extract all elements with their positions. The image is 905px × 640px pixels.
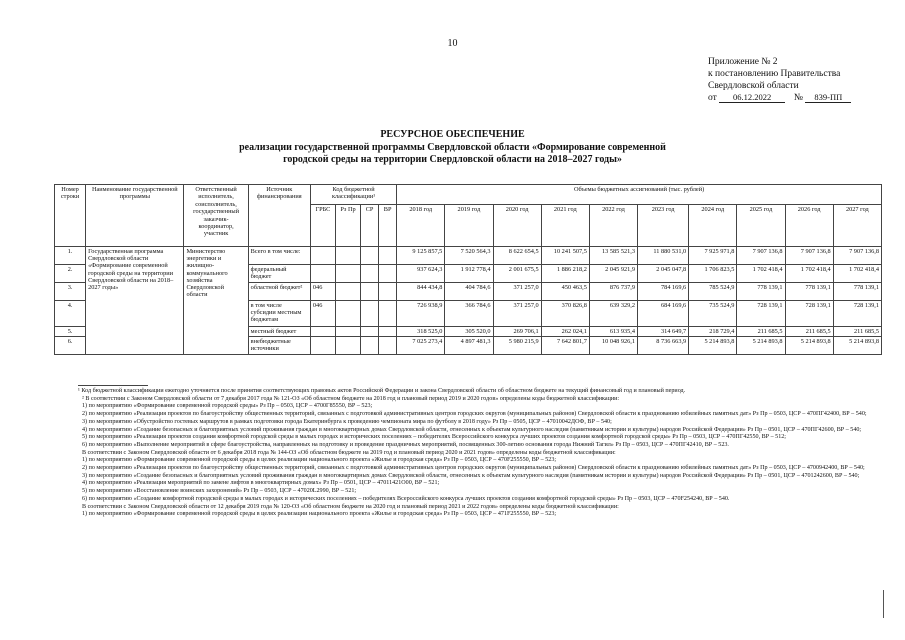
value-cell: 937 624,3 — [397, 265, 445, 283]
header-year: 2024 год — [689, 205, 737, 247]
source-cell: местный бюджет — [248, 327, 310, 337]
value-cell: 404 784,6 — [445, 283, 493, 301]
value-cell: 211 685,5 — [737, 327, 785, 337]
value-cell: 305 520,0 — [445, 327, 493, 337]
value-cell: 8 736 663,9 — [638, 337, 689, 355]
value-cell: 2 045 047,8 — [638, 265, 689, 283]
appendix-title: Приложение № 2 — [708, 57, 778, 67]
row-number: 2. — [55, 265, 86, 283]
grbs-cell — [310, 327, 335, 337]
appendix-line-2: к постановлению Правительства — [708, 69, 841, 79]
title-line-3: городской среды на территории Свердловской области на 2018–2027 годы» — [283, 154, 622, 165]
header-year: 2021 год — [541, 205, 589, 247]
footnote: ¹ Код бюджетной классификации ежегодно уточняется после принятия соответствующих правовых актов Российской Федерации и закона Свердловской области об областном бюджете на текущий финансовый год и плановый период. — [78, 388, 686, 394]
value-cell: 218 729,4 — [689, 327, 737, 337]
value-cell: 8 622 654,5 — [493, 247, 541, 265]
footnote: 5) по мероприятию «Восстановление воинских захоронений» Рз Пр – 0503, ЦСР – 47020L2990, ВР – 521; — [82, 488, 357, 495]
value-cell: 726 938,9 — [397, 301, 445, 327]
value-cell: 7 642 801,7 — [541, 337, 589, 355]
value-cell: 9 125 857,5 — [397, 247, 445, 265]
header-volumes: Объемы бюджетных ассигнований (тыс. рублей) — [397, 185, 882, 205]
footnote: 5) по мероприятию «Реализация проектов создания комфортной городской среды в малых городах и исторических поселениях – победителях Всероссийского конкурса лучших проектов создания комфортной городской среды» Рз Пр – 0503, ЦСР – 470ПГ42550, ВР – 512; — [82, 434, 787, 441]
value-cell: 5 214 893,8 — [785, 337, 833, 355]
appendix-date-line — [708, 92, 851, 104]
document-title — [0, 129, 905, 167]
row-number: 5. — [55, 327, 86, 337]
header-year: 2019 год — [445, 205, 493, 247]
footnote-separator — [78, 385, 148, 386]
footnote: 3) по мероприятию «Обустройство гостевых маршрутов в рамках подготовки города Екатеринбурга к проведению чемпионата мира по футболу в 2018 году» Рз Пр – 0505, ЦСР – 47010042ДОФ, ВР – 540; — [82, 418, 612, 425]
grbs-cell: 046 — [310, 301, 335, 327]
value-cell: 269 706,1 — [493, 327, 541, 337]
value-cell: 613 935,4 — [589, 327, 637, 337]
value-cell: 1 706 823,5 — [689, 265, 737, 283]
footnote: В соответствии с Законом Свердловской области от 6 декабря 2018 года № 144-ОЗ «Об областном бюджете на 2019 год и плановый период 2020 и 2021 годов» определены коды бюджетной классификации: — [82, 449, 616, 456]
grbs-cell — [310, 265, 335, 283]
header-executor: Ответственный исполнитель, соисполнитель, государственный заказчик-координатор, участник — [184, 185, 248, 247]
value-cell: 2 001 675,5 — [493, 265, 541, 283]
value-cell: 1 912 778,4 — [445, 265, 493, 283]
source-cell: в том числе субсидии местным бюджетам — [248, 301, 310, 327]
source-cell: областной бюджет² — [248, 283, 310, 301]
appendix-from-label: от — [708, 93, 717, 103]
footnote: 6) по мероприятию «Создание комфортной городской среды в малых городах и исторических поселениях – победителях Всероссийского конкурса лучших проектов создания комфортной городской среды» Рз Пр – 0503, ЦСР – 470F254240, ВР – 540. — [82, 495, 730, 502]
table-row — [55, 247, 882, 265]
grbs-cell — [310, 247, 335, 265]
value-cell: 728 139,1 — [785, 301, 833, 327]
header-year: 2025 год — [737, 205, 785, 247]
footnote: 1) по мероприятию «Формирование современной городской среды» Рз Пр – 0503, ЦСР – 4700Г85550, ВР – 523; — [82, 403, 373, 410]
row-number: 1. — [55, 247, 86, 265]
value-cell: 778 139,1 — [833, 283, 881, 301]
value-cell: 366 784,6 — [445, 301, 493, 327]
value-cell: 785 524,9 — [689, 283, 737, 301]
value-cell: 450 463,5 — [541, 283, 589, 301]
executor-cell: Министерство энергетики и жилищно-коммунального хозяйства Свердловской области — [184, 247, 248, 355]
value-cell: 778 139,1 — [737, 283, 785, 301]
value-cell: 10 048 926,1 — [589, 337, 637, 355]
value-cell: 876 737,9 — [589, 283, 637, 301]
value-cell: 7 520 564,3 — [445, 247, 493, 265]
value-cell: 5 214 893,8 — [689, 337, 737, 355]
footnotes — [78, 388, 878, 519]
value-cell: 10 241 507,5 — [541, 247, 589, 265]
value-cell: 1 702 418,4 — [737, 265, 785, 283]
header-kbk: Код бюджетной классификации¹ — [310, 185, 396, 205]
value-cell: 262 024,1 — [541, 327, 589, 337]
value-cell: 728 139,1 — [833, 301, 881, 327]
header-source: Источник финансирования — [248, 185, 310, 247]
value-cell: 728 139,1 — [737, 301, 785, 327]
value-cell: 1 702 418,4 — [833, 265, 881, 283]
value-cell: 4 897 481,3 — [445, 337, 493, 355]
header-kbk-sr: СР — [361, 205, 379, 247]
header-year: 2023 год — [638, 205, 689, 247]
appendix-line-3: Свердловской области — [708, 81, 799, 91]
appendix-date: 06.12.2022 — [719, 92, 785, 103]
margin-mark — [883, 590, 884, 618]
value-cell: 7 907 136,8 — [737, 247, 785, 265]
header-kbk-rzpr: Рз Пр — [335, 205, 360, 247]
title-line-2: реализации государственной программы Свердловской области «Формирование современной — [239, 141, 666, 153]
value-cell: 7 025 273,4 — [397, 337, 445, 355]
header-year: 2022 год — [589, 205, 637, 247]
footnote: 1) по мероприятию «Формирование современной городской среды в целях реализации национального проекта «Жилье и городская среда» Рз Пр – 0503, ЦСР – 471F255550, ВР – 523; — [82, 511, 557, 518]
source-cell: Всего в том числе: — [248, 247, 310, 265]
grbs-cell — [310, 337, 335, 355]
footnote: 1) по мероприятию «Формирование современной городской среды в целях реализации национального проекта «Жилье и городская среда» Рз Пр – 0503, ЦСР – 470F255550, ВР – 523; — [82, 457, 557, 464]
appendix-number-label: № — [793, 93, 803, 103]
value-cell: 371 257,0 — [493, 283, 541, 301]
appendix-number: 839-ПП — [805, 92, 851, 103]
footnote: 2) по мероприятию «Реализация проектов по благоустройству общественных территорий, связанных с подготовкой административных центров городских округов (муниципальных районов) Свердловской области к празднованию юбилейных памятных дат» Рз Пр – 0503, ЦСР – 470ПГ42400, ВР – 540; — [82, 411, 867, 418]
header-year: 2026 год — [785, 205, 833, 247]
footnote: 3) по мероприятию «Создание безопасных и благоприятных условий проживания граждан в многоквартирных домах Свердловской области, отнесенных к объектам культурного наследия (памятникам истории и культуры) народов Российской Федерации» Рз Пр – 0501, ЦСР – 4701242600, ВР – 540; — [82, 472, 860, 479]
value-cell: 11 880 531,0 — [638, 247, 689, 265]
footnote: В соответствии с Законом Свердловской области от 12 декабря 2019 года № 120-ОЗ «Об областном бюджете на 2020 год и плановый период 2021 и 2022 годов» определены коды бюджетной классификации: — [82, 503, 619, 510]
footnote: 4) по мероприятию «Создание безопасных и благоприятных условий проживания граждан в многоквартирных домах Свердловской области, отнесенных к объектам культурного наследия (памятникам истории и культуры) народов Российской Федерации» Рз Пр – 0501, ЦСР – 470ПГ42600, ВР – 540; — [82, 426, 862, 433]
page-number: 10 — [447, 38, 458, 49]
source-cell: внебюджетные источники — [248, 337, 310, 355]
footnote: ² В соответствии с Законом Свердловской области от 7 декабря 2017 года № 121-ОЗ «Об областном бюджете на 2018 год и плановый период 2019 и 2020 годов» определены коды бюджетной классификации: — [82, 395, 620, 402]
value-cell: 5 214 893,8 — [737, 337, 785, 355]
value-cell: 2 045 921,9 — [589, 265, 637, 283]
header-year: 2027 год — [833, 205, 881, 247]
value-cell: 7 907 136,8 — [785, 247, 833, 265]
grbs-cell: 046 — [310, 283, 335, 301]
value-cell: 684 169,6 — [638, 301, 689, 327]
header-year: 2020 год — [493, 205, 541, 247]
value-cell: 1 702 418,4 — [785, 265, 833, 283]
value-cell: 844 434,8 — [397, 283, 445, 301]
value-cell: 5 980 215,9 — [493, 337, 541, 355]
value-cell: 13 585 521,3 — [589, 247, 637, 265]
footnote: 2) по мероприятию «Реализация проектов по благоустройству общественных территорий, связанных с подготовкой административных центров городских округов (муниципальных районов) Свердловской области к празднованию юбилейных памятных дат» Рз Пр – 0503, ЦСР – 4700942400, ВР – 540; — [82, 465, 865, 472]
header-program-name: Наименование государственной программы — [86, 185, 184, 247]
value-cell: 7 925 971,8 — [689, 247, 737, 265]
footnote: 4) по мероприятию «Реализация мероприятий по замене лифтов в многоквартирных домах» Рз Пр – 0501, ЦСР – 47011421О00, ВР – 521; — [82, 480, 440, 487]
value-cell: 639 329,2 — [589, 301, 637, 327]
value-cell: 211 685,5 — [785, 327, 833, 337]
header-row-number: Номер строки — [55, 185, 86, 247]
value-cell: 778 139,1 — [785, 283, 833, 301]
value-cell: 314 649,7 — [638, 327, 689, 337]
footnote: 6) по мероприятию «Выполнение мероприятий в сфере благоустройства, направленных на подготовку и проведение праздничных мероприятий, посвященных 300-летию основания города Нижний Тагил» Рз Пр – 0503, ЦСР – 470ПГ42410, ВР – 523. — [82, 441, 729, 448]
value-cell: 735 524,9 — [689, 301, 737, 327]
program-name-cell: Государственная программа Свердловской области «Формирование современной городской среды на территории Свердловской области на 2018–2027 годы» — [86, 247, 184, 355]
row-number: 6. — [55, 337, 86, 355]
header-kbk-grbs: ГРБС — [310, 205, 335, 247]
value-cell: 211 685,5 — [833, 327, 881, 337]
value-cell: 318 525,0 — [397, 327, 445, 337]
value-cell: 5 214 893,8 — [833, 337, 881, 355]
resource-table — [54, 184, 882, 355]
value-cell: 7 907 136,8 — [833, 247, 881, 265]
value-cell: 784 169,6 — [638, 283, 689, 301]
header-kbk-vr: ВР — [379, 205, 397, 247]
value-cell: 371 257,0 — [493, 301, 541, 327]
value-cell: 370 826,8 — [541, 301, 589, 327]
title-main: РЕСУРСНОЕ ОБЕСПЕЧЕНИЕ — [380, 129, 525, 140]
row-number: 4. — [55, 301, 86, 327]
row-number: 3. — [55, 283, 86, 301]
value-cell: 1 886 218,2 — [541, 265, 589, 283]
appendix-block — [708, 56, 851, 104]
header-year: 2018 год — [397, 205, 445, 247]
source-cell: федеральный бюджет — [248, 265, 310, 283]
